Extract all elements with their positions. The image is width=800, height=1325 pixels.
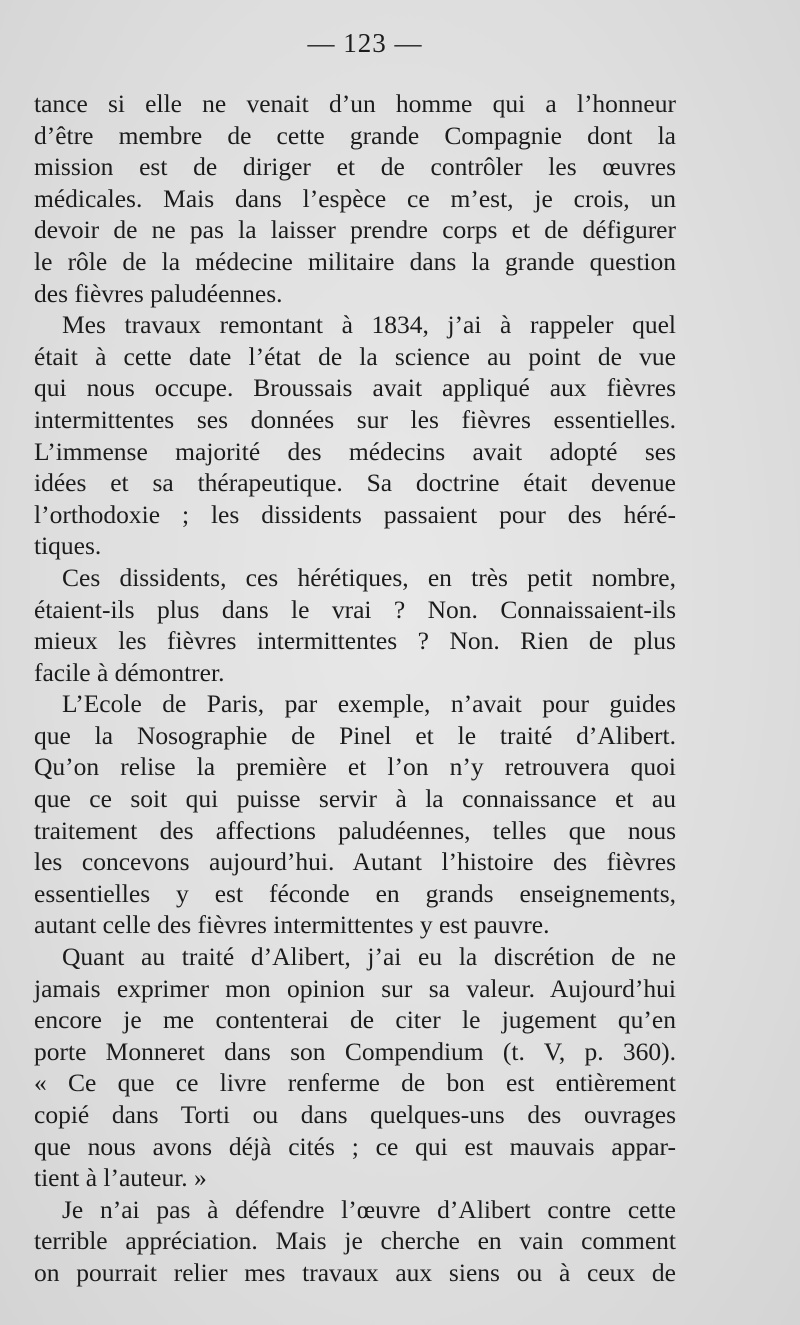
- text-line: que la Nosographie de Pinel et le traité d’Alibert.: [34, 720, 676, 750]
- text-line: Je n’ai pas à défendre l’œuvre d’Alibert contre cette: [62, 1194, 676, 1224]
- text-line: intermittentes ses données sur les fièvres essentielles.: [34, 404, 676, 434]
- text-line: traitement des affections paludéennes, telles que nous: [34, 815, 676, 845]
- text-line: que nous avons déjà cités ; ce qui est mauvais appar-: [34, 1131, 676, 1161]
- text-line: des fièvres paludéennes.: [34, 278, 283, 308]
- text-line: encore je me contenterai de citer le jugement qu’en: [34, 1005, 676, 1035]
- text-line: le rôle de la médecine militaire dans la grande question: [34, 246, 676, 276]
- text-line: facile à démontrer.: [34, 657, 225, 687]
- text-line: médicales. Mais dans l’espèce ce m’est, je crois, un: [34, 183, 676, 213]
- text-line: que ce soit qui puisse servir à la connaissance et au: [34, 784, 676, 814]
- text-line: tiques.: [34, 531, 102, 561]
- text-line: terrible appréciation. Mais je cherche en vain comment: [34, 1226, 676, 1256]
- text-line: les concevons aujourd’hui. Autant l’histoire des fièvres: [34, 847, 676, 877]
- text-line: Mes travaux remontant à 1834, j’ai à rappeler quel: [62, 310, 676, 340]
- text-line: mission est de diriger et de contrôler les œuvres: [34, 152, 676, 182]
- text-line: Quant au traité d’Alibert, j’ai eu la discrétion de ne: [62, 942, 676, 972]
- text-line: idées et sa thérapeutique. Sa doctrine était devenue: [34, 468, 676, 498]
- text-line: jamais exprimer mon opinion sur sa valeur. Aujourd’hui: [34, 973, 676, 1003]
- text-line: tient à l’auteur. »: [34, 1163, 207, 1193]
- text-line: d’être membre de cette grande Compagnie dont la: [34, 120, 676, 150]
- text-line: Qu’on relise la première et l’on n’y retrouvera quoi: [34, 752, 676, 782]
- text-line: tance si elle ne venait d’un homme qui a l’honneur: [34, 89, 676, 118]
- text-line: porte Monneret dans son Compendium (t. V, p. 360).: [34, 1036, 676, 1066]
- text-line: on pourrait relier mes travaux aux siens ou à ceux de: [34, 1257, 676, 1287]
- body-text: [34, 88, 676, 1289]
- text-line: l’orthodoxie ; les dissidents passaient pour des héré-: [34, 499, 676, 529]
- text-line: Ces dissidents, ces hérétiques, en très petit nombre,: [62, 562, 676, 592]
- text-line: copié dans Torti ou dans quelques-uns des ouvrages: [34, 1100, 676, 1129]
- text-line: L’immense majorité des médecins avait adopté ses: [34, 436, 676, 466]
- text-line: essentielles y est féconde en grands enseignements,: [34, 878, 676, 908]
- text-line: devoir de ne pas la laisser prendre corps et de défigurer: [34, 215, 676, 245]
- text-line: mieux les fièvres intermittentes ? Non. Rien de plus: [34, 626, 676, 656]
- text-line: autant celle des fièvres intermittentes y est pauvre.: [34, 910, 550, 940]
- text-line: L’Ecole de Paris, par exemple, n’avait pour guides: [62, 689, 676, 719]
- text-line: « Ce que ce livre renferme de bon est entièrement: [34, 1068, 676, 1098]
- text-line: étaient-ils plus dans le vrai ? Non. Connaissaient-ils: [34, 594, 676, 624]
- text-line: était à cette date l’état de la science au point de vue: [34, 341, 676, 371]
- page-number: — 123 —: [307, 28, 423, 58]
- text-line: qui nous occupe. Broussais avait appliqué aux fièvres: [34, 373, 676, 403]
